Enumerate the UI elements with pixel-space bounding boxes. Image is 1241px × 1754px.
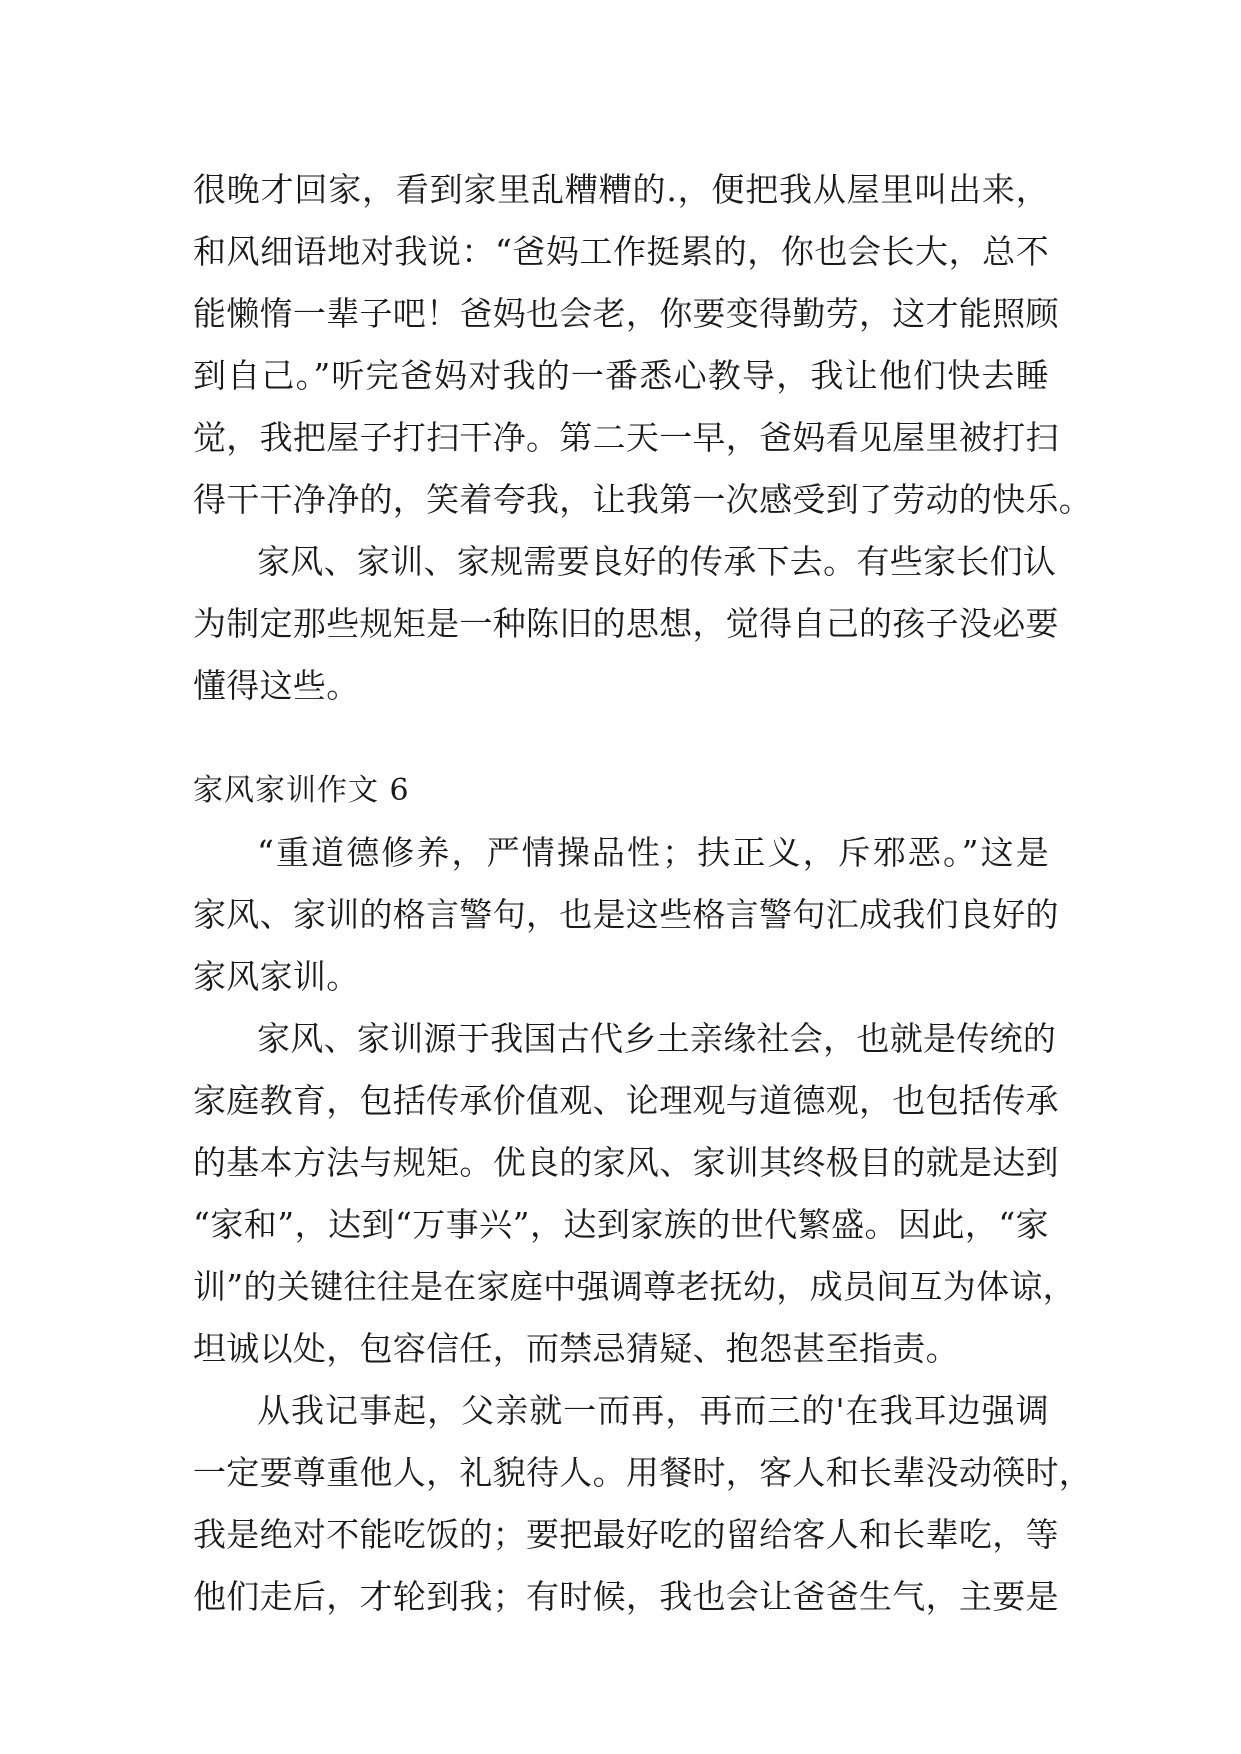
paragraph-2-line-3: 懂得这些。 <box>193 666 360 705</box>
paragraph-1-line-2: 和风细语地对我说：“爸妈工作挺累的，你也会长大，总不 <box>193 232 1049 271</box>
paragraph-4-line-3: 的基本方法与规矩。优良的家风、家训其终极目的就是达到 <box>193 1143 1059 1182</box>
paragraph-5-line-4: 他们走后，才轮到我；有时候，我也会让爸爸生气，主要是 <box>193 1577 1059 1616</box>
paragraph-5-line-3: 我是绝对不能吃饭的；要把最好吃的留给客人和长辈吃，等 <box>193 1515 1059 1554</box>
paragraph-4-line-6: 坦诚以处，包容信任，而禁忌猜疑、抱怨甚至指责。 <box>193 1329 959 1368</box>
paragraph-4-line-2: 家庭教育，包括传承价值观、论理观与道德观，也包括传承 <box>193 1081 1059 1120</box>
section-title: 家风家训作文 6 <box>193 773 410 808</box>
paragraph-3-line-1: “重道德修养，严情操品性；扶正义，斥邪恶。”这是 <box>257 833 1049 872</box>
paragraph-4-line-5: 训”的关键往往是在家庭中强调尊老抚幼，成员间互为体谅， <box>193 1267 1076 1306</box>
paragraph-1-line-1: 很晚才回家，看到家里乱糟糟的.，便把我从屋里叫出来， <box>193 170 1049 209</box>
paragraph-2-line-2: 为制定那些规矩是一种陈旧的思想，觉得自己的孩子没必要 <box>193 604 1059 643</box>
paragraph-4-line-1: 家风、家训源于我国古代乡土亲缘社会，也就是传统的 <box>257 1019 1057 1058</box>
paragraph-3-line-3: 家风家训。 <box>193 957 360 996</box>
paragraph-5-line-2: 一定要尊重他人，礼貌待人。用餐时，客人和长辈没动筷时， <box>193 1453 1093 1492</box>
paragraph-1-line-5: 觉，我把屋子打扫干净。第二天一早，爸妈看见屋里被打扫 <box>193 418 1059 457</box>
paragraph-1-line-6: 得干干净净的，笑着夸我，让我第一次感受到了劳动的快乐。 <box>193 480 1093 519</box>
paragraph-4-line-4: “家和”，达到“万事兴”，达到家族的世代繁盛。因此，“家 <box>193 1205 1049 1244</box>
paragraph-2-line-1: 家风、家训、家规需要良好的传承下去。有些家长们认 <box>257 542 1057 581</box>
paragraph-1-line-4: 到自己。”听完爸妈对我的一番悉心教导，我让他们快去睡 <box>193 356 1049 395</box>
paragraph-5-line-1: 从我记事起，父亲就一而再，再而三的'在我耳边强调 <box>257 1391 1049 1430</box>
paragraph-1-line-3: 能懒惰一辈子吧！爸妈也会老，你要变得勤劳，这才能照顾 <box>193 294 1059 333</box>
paragraph-3-line-2: 家风、家训的格言警句，也是这些格言警句汇成我们良好的 <box>193 895 1059 934</box>
